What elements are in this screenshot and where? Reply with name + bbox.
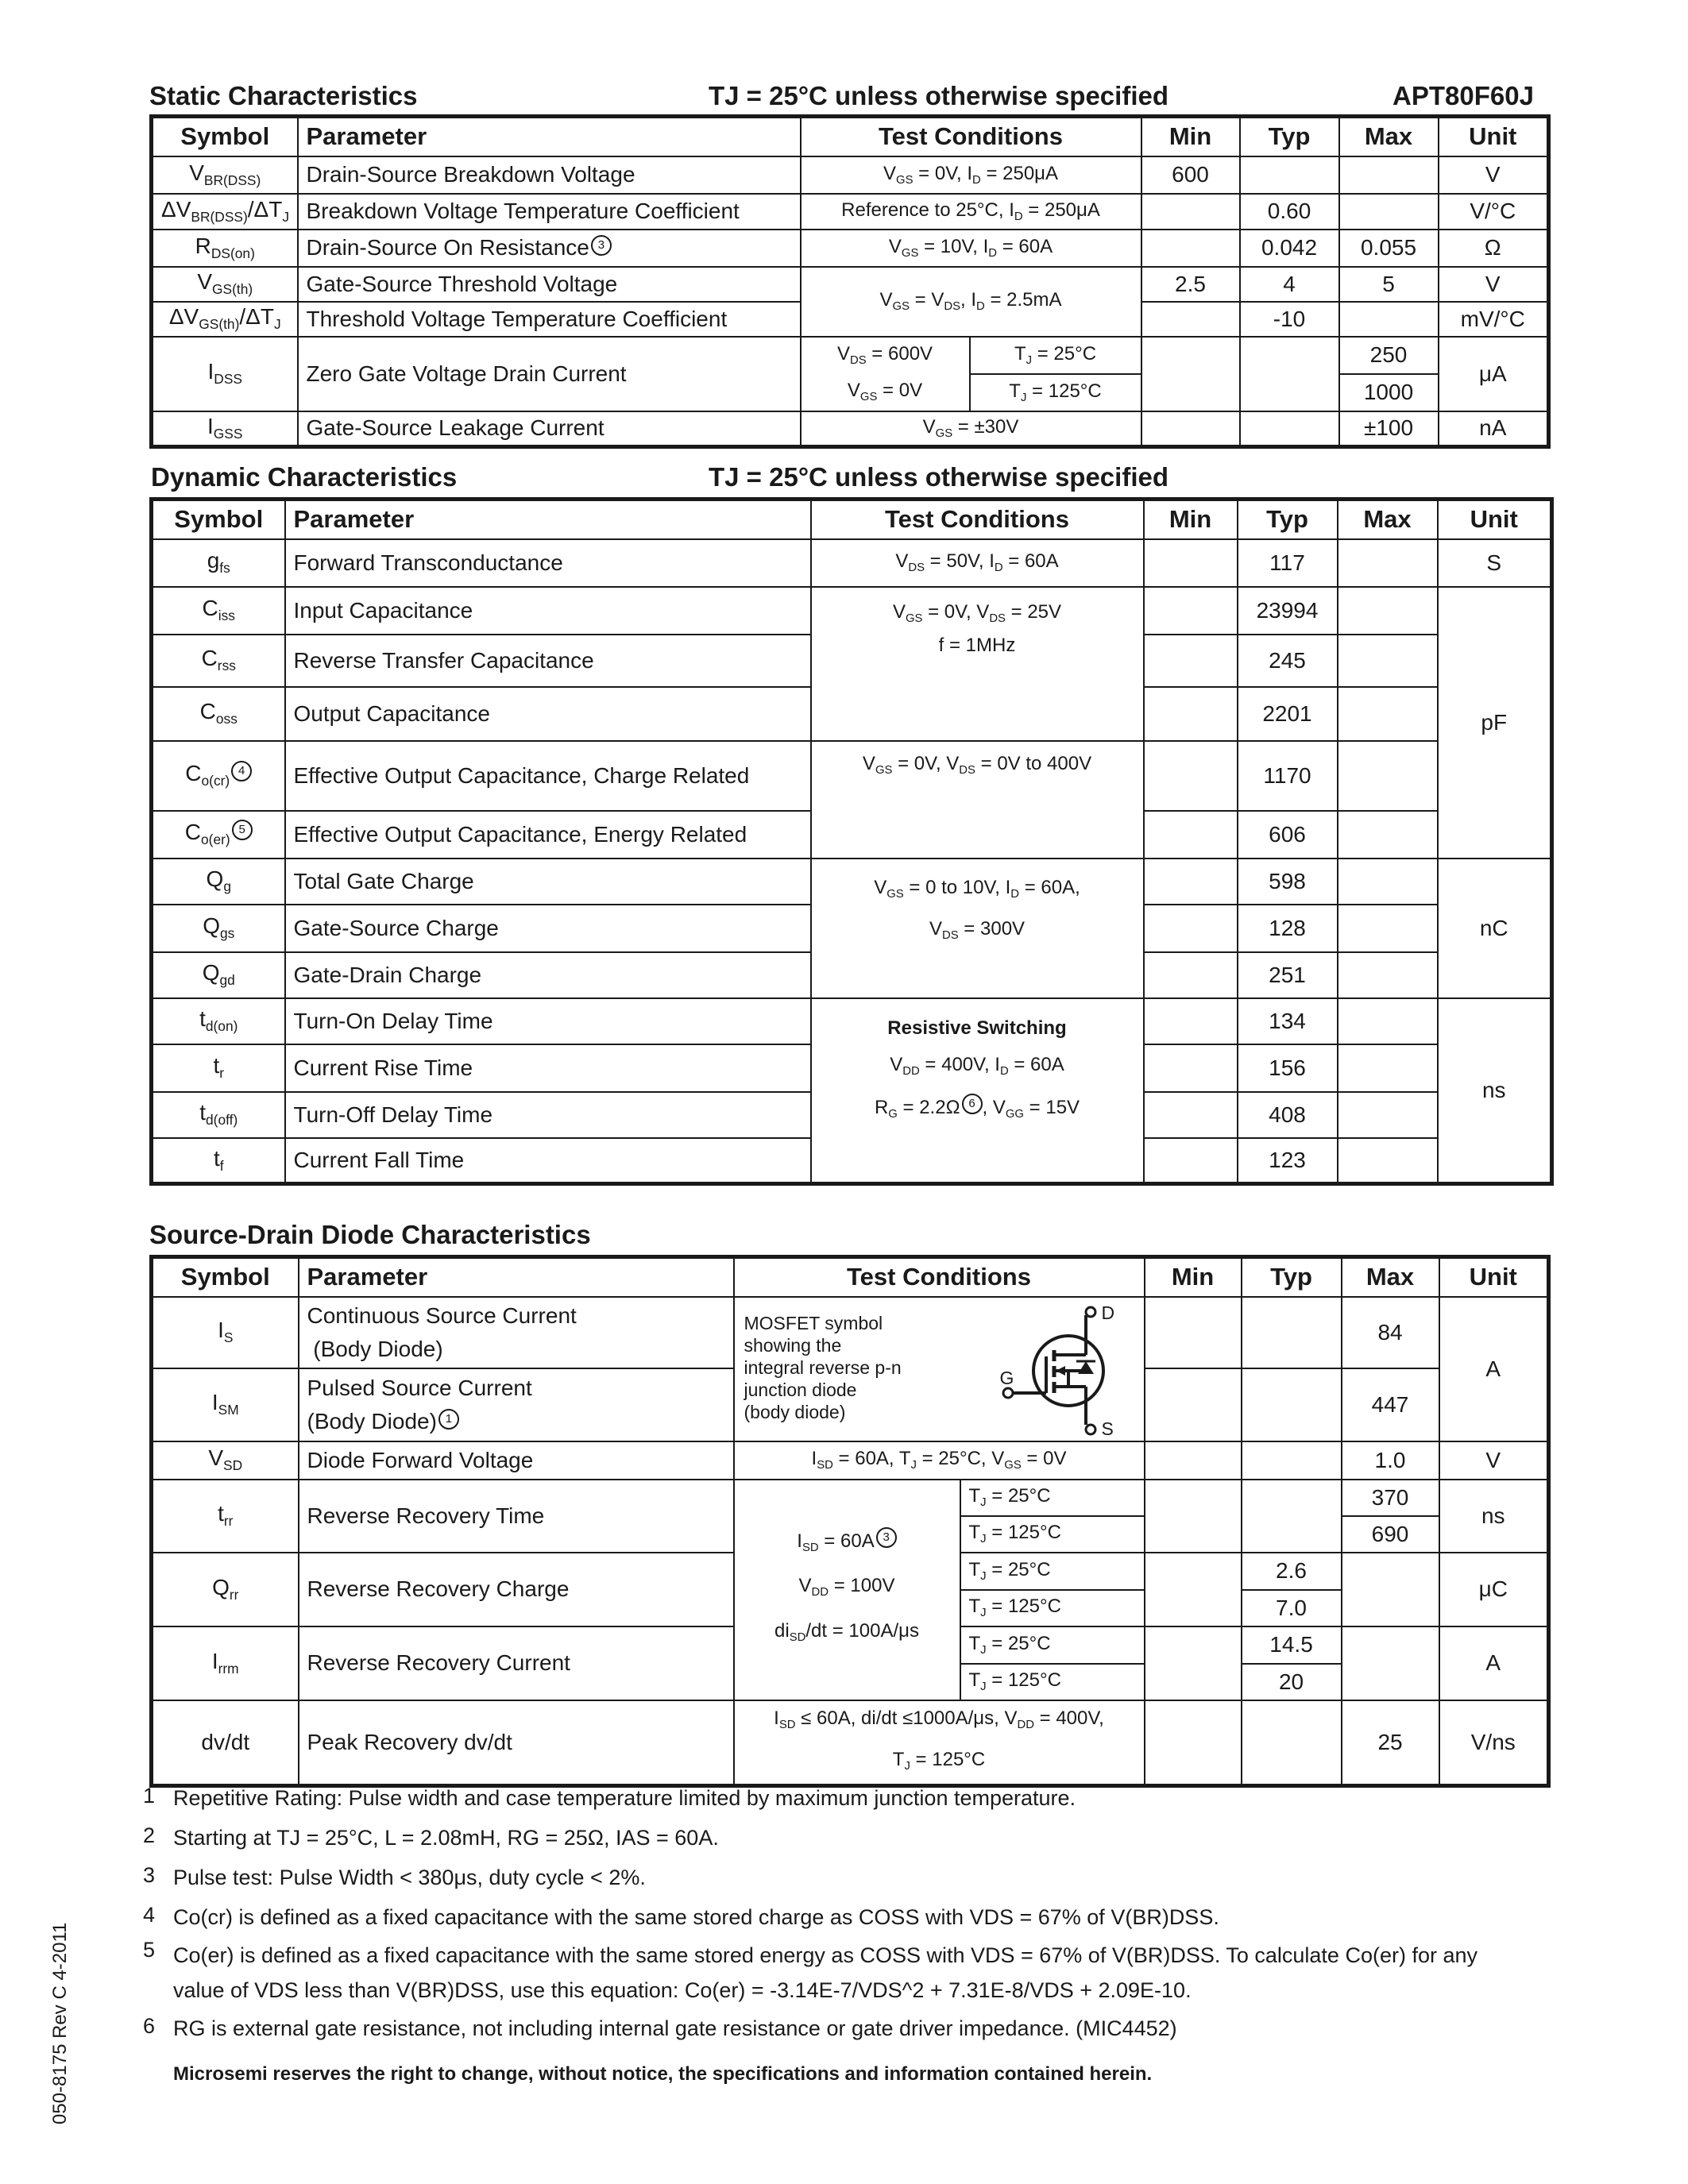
unit-cell: ns: [1439, 1480, 1549, 1553]
parameter-cell: [298, 230, 801, 267]
min-cell: [1144, 859, 1238, 905]
min-cell: [1141, 194, 1240, 230]
symbol-cell: dv/dt: [152, 1700, 299, 1786]
symbol-cell: $I_S$: [152, 1297, 299, 1368]
static-condition: TJ = 25°C unless otherwise specified: [709, 81, 1168, 110]
typ-cell: 128: [1238, 905, 1338, 952]
mosfet-symbol-icon: [997, 1304, 1124, 1437]
symbol-text-line: showing the: [744, 1334, 842, 1356]
symbol-cell: $C_{o(cr)}4$: [152, 741, 285, 811]
col-test-conditions: Test Conditions: [811, 500, 1144, 539]
table-row: [152, 194, 1549, 230]
min-cell: [1144, 811, 1238, 859]
min-cell: [1145, 1553, 1242, 1626]
min-cell: 2.5: [1141, 267, 1240, 302]
max-cell: [1338, 539, 1438, 587]
footnote-text: Pulse test: Pulse Width < 380μs, duty cycle < 2%.: [173, 1866, 646, 1889]
parameter-cell: Reverse Transfer Capacitance: [285, 635, 811, 687]
min-cell: [1145, 1626, 1242, 1700]
min-cell: [1144, 687, 1238, 741]
min-cell: [1144, 952, 1238, 998]
min-cell: [1144, 1138, 1238, 1184]
temp-cell: $T_J = 25^\circ C$: [960, 1553, 1145, 1590]
typ-cell: 134: [1238, 998, 1338, 1044]
max-cell: [1338, 587, 1438, 635]
dynamic-condition: TJ = 25°C unless otherwise specified: [709, 462, 1168, 492]
typ-cell: [1242, 1368, 1342, 1441]
min-cell: [1144, 998, 1238, 1044]
disclaimer: Microsemi reserves the right to change, without notice, the specifications and information contained herein.: [173, 2063, 1153, 2085]
min-cell: [1145, 1368, 1242, 1441]
unit-cell: nC: [1438, 859, 1552, 998]
conditions-cell: $I_{SD} = 60A$, $T_J = 25^\circ C$, $V_{GS} = 0V$: [734, 1441, 1145, 1480]
part-number: APT80F60J: [1393, 81, 1534, 110]
frequency-condition: f = 1MHz: [938, 634, 1016, 656]
min-cell: [1141, 411, 1240, 447]
typ-cell: 598: [1238, 859, 1338, 905]
mosfet-symbol-cell: [734, 1297, 1145, 1441]
pin-g-label: G: [999, 1367, 1014, 1388]
max-cell: 5: [1339, 267, 1439, 302]
col-unit: Unit: [1438, 500, 1552, 539]
temp-cell: $T_J = 25^\circ C$: [960, 1480, 1145, 1516]
unit-cell: A: [1439, 1297, 1549, 1441]
max-cell: ±100: [1339, 411, 1439, 447]
min-cell: [1144, 635, 1238, 687]
typ-cell: 123: [1238, 1138, 1338, 1184]
typ-cell: 23994: [1238, 587, 1338, 635]
symbol-cell: $C_{iss}$: [152, 587, 285, 635]
table-row: [152, 998, 1552, 1044]
dynamic-header-row: [152, 500, 1552, 539]
typ-cell: 251: [1238, 952, 1338, 998]
symbol-text-line: MOSFET symbol: [744, 1312, 883, 1333]
typ-cell: 245: [1238, 635, 1338, 687]
table-row: [152, 230, 1549, 267]
conditions-cell: $V_{GS} = 0$ to 10V, $I_D = 60A$, $V_{DS} = 300V$: [811, 859, 1144, 998]
max-cell: [1338, 635, 1438, 687]
table-row: [152, 267, 1549, 302]
symbol-cell: $Q_{gd}$: [152, 952, 285, 998]
footnote-number: 6: [143, 2014, 156, 2038]
unit-cell: V: [1439, 1441, 1549, 1480]
parameter-cell: Breakdown Voltage Temperature Coefficient: [298, 194, 801, 230]
footnote-ref-4: 4: [231, 761, 252, 781]
dynamic-table: [149, 497, 1554, 1186]
footnote-ref-5: 5: [232, 820, 253, 840]
col-max: Max: [1338, 500, 1438, 539]
max-cell: 370: [1342, 1480, 1439, 1516]
max-cell: [1338, 741, 1438, 811]
max-cell: 84: [1342, 1297, 1439, 1368]
static-table: [149, 114, 1551, 449]
symbol-cell: $R_{DS(on)}$: [152, 230, 298, 267]
max-cell: 25: [1342, 1700, 1439, 1786]
col-typ: Typ: [1242, 1257, 1342, 1297]
unit-cell: pF: [1438, 587, 1552, 859]
parameter-cell: Reverse Recovery Charge: [299, 1553, 734, 1626]
min-cell: [1145, 1441, 1242, 1480]
pin-s-label: S: [1101, 1418, 1114, 1439]
max-cell: [1342, 1626, 1439, 1700]
col-min: Min: [1141, 117, 1240, 156]
col-test-conditions: Test Conditions: [801, 117, 1141, 156]
symbol-cell: $Q_g$: [152, 859, 285, 905]
table-row: [152, 337, 1549, 374]
parameter-cell: Reverse Recovery Time: [299, 1480, 734, 1553]
col-test-conditions: Test Conditions: [734, 1257, 1145, 1297]
col-parameter: Parameter: [299, 1257, 734, 1297]
unit-cell: S: [1438, 539, 1552, 587]
col-symbol: Symbol: [152, 117, 298, 156]
unit-cell: μC: [1439, 1553, 1549, 1626]
conditions-cell: Resistive Switching $V_{DD} = 400V$, $I_D = 60A$ $R_G = 2.2\Omega$ 6 , $V_{GG} = 15V$: [811, 998, 1144, 1184]
max-cell: [1338, 905, 1438, 952]
parameter-cell: Current Fall Time: [285, 1138, 811, 1184]
max-cell: 690: [1342, 1516, 1439, 1553]
footnote-number: 3: [143, 1863, 156, 1887]
parameter-cell: Zero Gate Voltage Drain Current: [298, 337, 801, 411]
parameter-text-2: (Body Diode): [313, 1336, 443, 1361]
parameter-cell: Gate-Source Charge: [285, 905, 811, 952]
table-row: [152, 156, 1549, 194]
parameter-cell: Gate-Source Threshold Voltage: [298, 267, 801, 302]
min-cell: [1145, 1480, 1242, 1553]
parameter-cell: Effective Output Capacitance, Charge Related: [285, 741, 811, 811]
parameter-cell: Diode Forward Voltage: [299, 1441, 734, 1480]
typ-cell: 7.0: [1242, 1590, 1342, 1626]
parameter-cell: Threshold Voltage Temperature Coefficient: [298, 302, 801, 337]
typ-cell: [1242, 1480, 1342, 1553]
table-row: [152, 1441, 1549, 1480]
max-cell: [1338, 811, 1438, 859]
col-symbol: Symbol: [152, 1257, 299, 1297]
max-cell: 0.055: [1339, 230, 1439, 267]
min-cell: 600: [1141, 156, 1240, 194]
col-parameter: Parameter: [285, 500, 811, 539]
max-cell: [1338, 859, 1438, 905]
parameter-cell: Effective Output Capacitance, Energy Related: [285, 811, 811, 859]
col-typ: Typ: [1238, 500, 1338, 539]
col-unit: Unit: [1439, 117, 1549, 156]
unit-cell: Ω: [1439, 230, 1549, 267]
max-cell: [1338, 1138, 1438, 1184]
min-cell: [1145, 1700, 1242, 1786]
conditions-cell: $V_{GS} = 0V$, $V_{DS} = 25V$ f = 1MHz: [811, 587, 1144, 741]
parameter-cell: Drain-Source Breakdown Voltage: [298, 156, 801, 194]
temp-cell: $T_J = 25^\circ C$: [970, 337, 1141, 374]
symbol-cell: $I_{DSS}$: [152, 337, 298, 411]
table-row: [152, 539, 1552, 587]
typ-cell: [1242, 1700, 1342, 1786]
table-row: [152, 859, 1552, 905]
unit-cell: A: [1439, 1626, 1549, 1700]
symbol-text-line: junction diode: [744, 1379, 857, 1400]
symbol-cell: $Q_{rr}$: [152, 1553, 299, 1626]
parameter-cell: Current Rise Time: [285, 1044, 811, 1092]
pin-d-label: D: [1101, 1302, 1115, 1323]
symbol-cell: $t_{d(off)}$: [152, 1092, 285, 1138]
unit-cell: V/ns: [1439, 1700, 1549, 1786]
footnote-text: Starting at TJ = 25°C, L = 2.08mH, RG = 25Ω, IAS = 60A.: [173, 1826, 719, 1850]
conditions-cell: $V_{GS} = 0V$, $V_{DS} = 0V$ to 400V: [811, 741, 1144, 859]
max-cell: 1000: [1339, 374, 1439, 411]
mosfet-symbol-text: [744, 1312, 902, 1423]
footnote-ref-3: 3: [876, 1527, 897, 1548]
max-cell: [1339, 302, 1439, 337]
typ-cell: 117: [1238, 539, 1338, 587]
unit-cell: nA: [1439, 411, 1549, 447]
max-cell: [1338, 1092, 1438, 1138]
parameter-cell: Gate-Drain Charge: [285, 952, 811, 998]
unit-cell: μA: [1439, 337, 1549, 411]
min-cell: [1145, 1297, 1242, 1368]
max-cell: [1338, 998, 1438, 1044]
col-typ: Typ: [1240, 117, 1339, 156]
typ-cell: [1242, 1441, 1342, 1480]
conditions-cell: $V_{GS} = 0V$, $I_D = 250\mu A$: [801, 156, 1141, 194]
dynamic-section-title: Dynamic Characteristics: [151, 462, 458, 492]
static-header-row: [152, 117, 1549, 156]
typ-cell: 14.5: [1242, 1626, 1342, 1664]
temp-cell: $T_J = 125^\circ C$: [960, 1590, 1145, 1626]
conditions-cell: $V_{DS} = 50V$, $I_D = 60A$: [811, 539, 1144, 587]
typ-cell: 156: [1238, 1044, 1338, 1092]
symbol-cell: $V_{SD}$: [152, 1441, 299, 1480]
max-cell: 250: [1339, 337, 1439, 374]
min-cell: [1144, 1044, 1238, 1092]
unit-cell: ns: [1438, 998, 1552, 1184]
col-symbol: Symbol: [152, 500, 285, 539]
min-cell: [1144, 905, 1238, 952]
temp-cell: $T_J = 125^\circ C$: [960, 1664, 1145, 1700]
footnote-text: Co(er) is defined as a fixed capacitance with the same stored energy as COSS with VDS = 67% of V(BR)DSS. To calculate Co(er) for any value of VDS less than V(BR)DSS, use this equation: Co(er) = -3.14E-7/VDS^2 + 7.31E-8/VDS + 2.09E-10.: [173, 1943, 1477, 2002]
symbol-cell: $\Delta V_{BR(DSS)}/\Delta T_J$: [152, 194, 298, 230]
symbol-cell: $I_{GSS}$: [152, 411, 298, 447]
parameter-cell: Gate-Source Leakage Current: [298, 411, 801, 447]
parameter-cell: Turn-Off Delay Time: [285, 1092, 811, 1138]
typ-cell: 606: [1238, 811, 1338, 859]
conditions-cell: $V_{GS} = 10V$, $I_D = 60A$: [801, 230, 1141, 267]
temp-cell: $T_J = 125^\circ C$: [970, 374, 1141, 411]
footnote-text: Co(cr) is defined as a fixed capacitance with the same stored charge as COSS with VDS = 67% of V(BR)DSS.: [173, 1905, 1219, 1929]
symbol-cell: $C_{oss}$: [152, 687, 285, 741]
unit-cell: V: [1439, 267, 1549, 302]
col-parameter: Parameter: [298, 117, 801, 156]
parameter-cell: [299, 1368, 734, 1441]
min-cell: [1144, 587, 1238, 635]
typ-cell: [1240, 337, 1339, 411]
typ-cell: [1242, 1297, 1342, 1368]
parameter-cell: Peak Recovery dv/dt: [299, 1700, 734, 1786]
typ-cell: 0.60: [1240, 194, 1339, 230]
typ-cell: [1240, 156, 1339, 194]
max-cell: [1339, 156, 1439, 194]
footnote-number: 2: [143, 1823, 156, 1847]
parameter-text: Continuous Source Current: [307, 1302, 577, 1328]
typ-cell: 2201: [1238, 687, 1338, 741]
min-cell: [1144, 1092, 1238, 1138]
document-code: 050-8175 Rev C 4-2011: [49, 1922, 71, 2124]
min-cell: [1144, 741, 1238, 811]
footnote-text: RG is external gate resistance, not including internal gate resistance or gate driver impedance. (MIC4452): [173, 2016, 1177, 2040]
table-row: [152, 1480, 1549, 1516]
conditions-cell: Reference to 25°C, $I_D = 250\mu A$: [801, 194, 1141, 230]
max-cell: [1338, 687, 1438, 741]
conditions-cell: $V_{DS} = 600V$: [801, 337, 970, 374]
parameter-cell: Turn-On Delay Time: [285, 998, 811, 1044]
typ-cell: 408: [1238, 1092, 1338, 1138]
symbol-cell: $t_{rr}$: [152, 1480, 299, 1553]
max-cell: [1338, 1044, 1438, 1092]
parameter-cell: Output Capacitance: [285, 687, 811, 741]
col-unit: Unit: [1439, 1257, 1549, 1297]
symbol-cell: $V_{GS(th)}$: [152, 267, 298, 302]
max-cell: [1339, 194, 1439, 230]
footnote-ref-6: 6: [962, 1094, 983, 1114]
min-cell: [1144, 539, 1238, 587]
min-cell: [1141, 302, 1240, 337]
typ-cell: 1170: [1238, 741, 1338, 811]
temp-cell: $T_J = 25^\circ C$: [960, 1626, 1145, 1664]
min-cell: [1141, 230, 1240, 267]
symbol-cell: $I_{SM}$: [152, 1368, 299, 1441]
parameter-cell: Forward Transconductance: [285, 539, 811, 587]
symbol-cell: $C_{o(er)}5$: [152, 811, 285, 859]
diode-header-row: [152, 1257, 1549, 1297]
max-cell: [1342, 1553, 1439, 1626]
conditions-cell: $V_{GS} = \pm 30V$: [801, 411, 1141, 447]
symbol-cell: $C_{rss}$: [152, 635, 285, 687]
col-min: Min: [1145, 1257, 1242, 1297]
parameter-text: Drain-Source On Resistance: [306, 235, 589, 260]
conditions-cell: $I_{SD} = 60A$ 3 $V_{DD} = 100V$ $di_{SD}/dt = 100A/\mu s$: [734, 1480, 960, 1700]
typ-cell: -10: [1240, 302, 1339, 337]
col-max: Max: [1342, 1257, 1439, 1297]
symbol-cell: $V_{BR(DSS)}$: [152, 156, 298, 194]
max-cell: 447: [1342, 1368, 1439, 1441]
col-max: Max: [1339, 117, 1439, 156]
typ-cell: 2.6: [1242, 1553, 1342, 1590]
footnote-number: 1: [143, 1784, 156, 1808]
symbol-text-line: (body diode): [744, 1401, 846, 1422]
typ-cell: 4: [1240, 267, 1339, 302]
symbol-cell: $g_{fs}$: [152, 539, 285, 587]
conditions-cell: $V_{GS} = 0V$: [801, 374, 970, 411]
footnote-text: Repetitive Rating: Pulse width and case temperature limited by maximum junction temperature.: [173, 1786, 1076, 1810]
table-row: [152, 741, 1552, 811]
table-row: [152, 587, 1552, 635]
switching-title: Resistive Switching: [887, 1017, 1067, 1039]
table-row: [152, 411, 1549, 447]
symbol-cell: $t_{d(on)}$: [152, 998, 285, 1044]
unit-cell: V: [1439, 156, 1549, 194]
max-cell: [1338, 952, 1438, 998]
col-min: Min: [1144, 500, 1238, 539]
symbol-cell: $Q_{gs}$: [152, 905, 285, 952]
symbol-cell: $I_{rrm}$: [152, 1626, 299, 1700]
typ-cell: 20: [1242, 1664, 1342, 1700]
max-cell: 1.0: [1342, 1441, 1439, 1480]
conditions-cell: $I_{SD} \le 60A$, di/dt ≤1000A/μs, $V_{DD} = 400V$, $T_J = 125^\circ C$: [734, 1700, 1145, 1786]
table-row: [152, 1297, 1549, 1368]
diode-section-title: Source-Drain Diode Characteristics: [149, 1220, 591, 1249]
parameter-text: Pulsed Source Current: [307, 1375, 532, 1400]
unit-cell: mV/°C: [1439, 302, 1549, 337]
parameter-cell: Reverse Recovery Current: [299, 1626, 734, 1700]
unit-cell: V/°C: [1439, 194, 1549, 230]
footnote-number: 5: [143, 1938, 156, 1962]
typ-cell: [1240, 411, 1339, 447]
footnote-ref-1: 1: [438, 1409, 459, 1430]
symbol-cell: $\Delta V_{GS(th)}/\Delta T_J$: [152, 302, 298, 337]
typ-cell: 0.042: [1240, 230, 1339, 267]
parameter-cell: Input Capacitance: [285, 587, 811, 635]
footnote-number: 4: [143, 1903, 156, 1927]
symbol-cell: $t_f$: [152, 1138, 285, 1184]
symbol-cell: $t_r$: [152, 1044, 285, 1092]
conditions-cell: $V_{GS} = V_{DS}$, $I_D = 2.5mA$: [801, 267, 1141, 337]
diode-table: [149, 1255, 1551, 1788]
parameter-cell: [299, 1297, 734, 1368]
parameter-cell: Total Gate Charge: [285, 859, 811, 905]
footnote-ref-3: 3: [591, 235, 612, 256]
symbol-text-line: integral reverse p-n: [744, 1356, 902, 1378]
min-cell: [1141, 337, 1240, 411]
temp-cell: $T_J = 125^\circ C$: [960, 1516, 1145, 1553]
table-row: [152, 1700, 1549, 1786]
parameter-text-2: (Body Diode): [307, 1408, 437, 1433]
static-section-title: Static Characteristics: [149, 81, 418, 110]
